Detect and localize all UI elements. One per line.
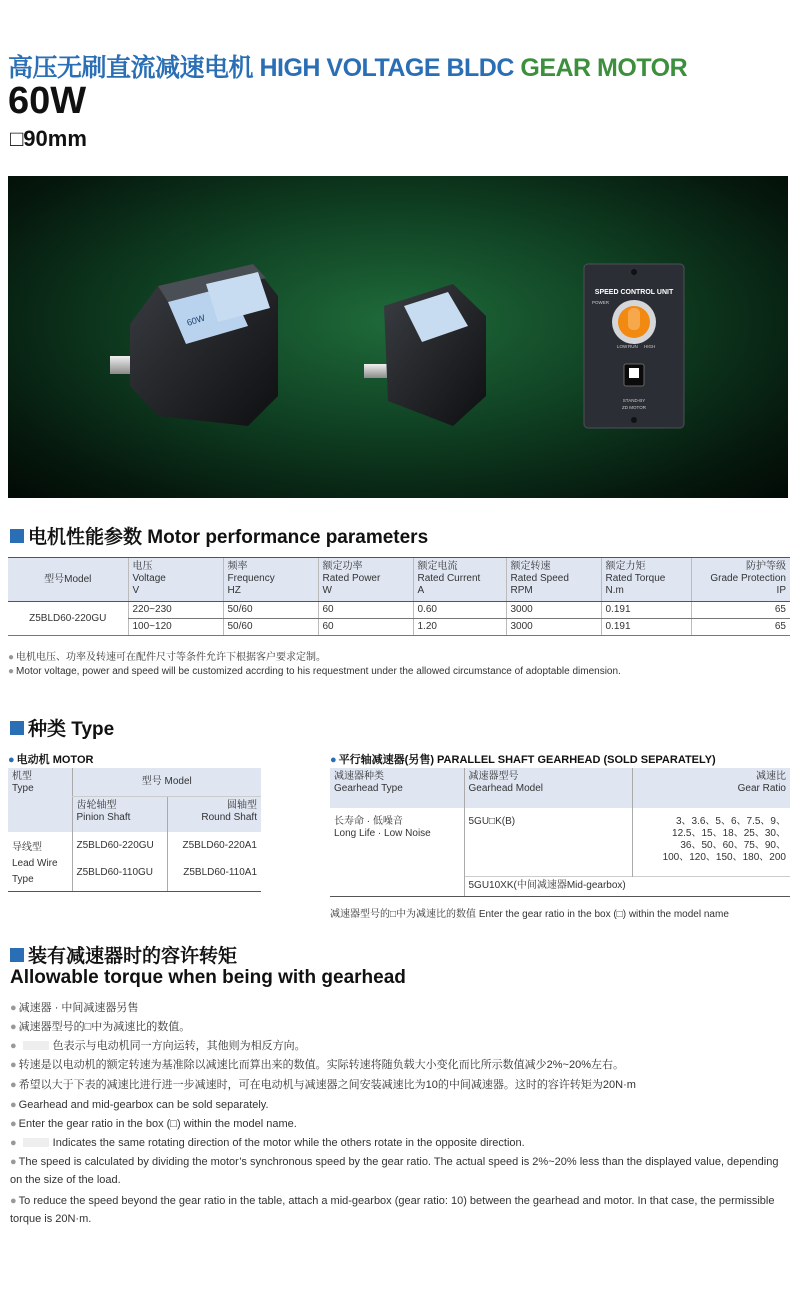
- col-rated-power: 额定功率 Rated Power W: [318, 558, 413, 602]
- color-swatch: [23, 1041, 49, 1050]
- table-cell: 65: [691, 602, 790, 619]
- table-cell: 220~230: [128, 602, 223, 619]
- motor-label-text: 60W: [185, 312, 207, 328]
- table-cell: 3000: [506, 619, 601, 636]
- table-cell: Z5BLD60-110A1: [167, 864, 261, 892]
- table-header-row: [8, 558, 790, 602]
- model-header-cell: 型号 Model: [72, 768, 261, 796]
- perf-note-en: ● Motor voltage, power and speed will be customized accrding to his requestment under the allowed circumstance of adoptable dimension.: [8, 666, 621, 677]
- gear-motor-image: [110, 264, 278, 426]
- torque-line: ● To reduce the speed beyond the gear ratio in the table, attach a mid-gearbox (gear ratio: 10) between the gearhead and motor. In that case, the permissible torque is 20N·m.: [10, 1195, 775, 1225]
- col-grade-protection: 防护等级 Grade Protection IP: [691, 558, 790, 602]
- col-rated-speed: 额定转速 Rated Speed RPM: [506, 558, 601, 602]
- title-cn: 高压无刷直流减速电机: [8, 54, 254, 82]
- model-cell: Z5BLD60-220GU: [8, 602, 128, 636]
- table-header-row: [8, 768, 261, 796]
- table-cell: 0.191: [601, 602, 691, 619]
- torque-line: ● Indicates the same rotating direction of the motor while the others rotate in the opposite direction.: [10, 1137, 525, 1149]
- perf-note-cn: ● 电机电压、功率及转速可在配件尺寸等条件允许下根据客户要求定制。: [8, 652, 327, 663]
- title-en-a: HIGH VOLTAGE BLDC: [259, 54, 514, 82]
- table-cell: 3000: [506, 602, 601, 619]
- table-header-row: [330, 768, 790, 808]
- blue-square-icon: [10, 721, 24, 735]
- torque-heading-en: Allowable torque when being with gearhead: [10, 967, 406, 988]
- torque-line: ● 色表示与电动机同一方向运转，其他则为相反方向。: [10, 1040, 306, 1052]
- speed-control-unit-image: [584, 264, 684, 428]
- gearhead-model-cell: 5GU□K(B): [464, 808, 632, 876]
- controller-high-label: HIGH: [644, 344, 656, 349]
- bullet-icon: ●: [8, 666, 15, 677]
- col-frequency: 频率 Frequency HZ: [223, 558, 318, 602]
- bullet-icon: ●: [8, 754, 15, 766]
- controller-low-label: LOW: [617, 344, 628, 349]
- controller-standby-label: STAND-BY: [622, 398, 646, 403]
- pinion-header-cell: 齿轮轴型 Pinion Shaft: [72, 796, 167, 832]
- page-title: [8, 48, 687, 84]
- round-shaft-motor-image: [364, 284, 486, 426]
- torque-line: ● 希望以大于下表的减速比进行进一步减速时，可在电动机与减速器之间安装减速比为10的中间减速器。这时的容许转矩为20N·m: [10, 1079, 636, 1091]
- col-rated-torque: 额定力矩 Rated Torque N.m: [601, 558, 691, 602]
- table-cell: Z5BLD60-220GU: [72, 832, 167, 864]
- gearhead-subheading: ● 平行轴减速器(另售) PARALLEL SHAFT GEARHEAD (SOLD SEPARATELY): [330, 754, 716, 766]
- motor-subheading: ● 电动机 MOTOR: [8, 754, 94, 766]
- gearhead-model-header: 减速器型号 Gearhead Model: [464, 768, 632, 808]
- round-header-cell: 圆轴型 Round Shaft: [167, 796, 261, 832]
- gearhead-table: [330, 768, 790, 897]
- bullet-icon: ●: [8, 652, 15, 663]
- gear-ratio-cell: 3、3.6、5、6、7.5、9、 12.5、15、18、25、30、 36、50、60、75、90、 100、120、150、180、200: [632, 808, 790, 876]
- performance-table: [8, 557, 790, 636]
- table-row: [8, 832, 261, 864]
- lead-type-cell: 导线型 Lead Wire Type: [8, 832, 72, 892]
- table-cell: 50/60: [223, 619, 318, 636]
- controller-power-label: POWER: [592, 300, 610, 305]
- controller-brand-label: ZD MOTOR: [622, 405, 646, 410]
- title-en-b: GEAR MOTOR: [520, 54, 688, 82]
- mid-gearbox-cell: 5GU10XK(中间减速器Mid-gearbox): [464, 876, 790, 896]
- table-cell: 65: [691, 619, 790, 636]
- torque-heading-cn: 装有减速器时的容许转矩: [10, 941, 237, 968]
- col-rated-current: 额定电流 Rated Current A: [413, 558, 506, 602]
- table-cell: Z5BLD60-220A1: [167, 832, 261, 864]
- blue-square-icon: [10, 529, 24, 543]
- table-row: [8, 602, 790, 619]
- controller-title: SPEED CONTROL UNIT: [594, 289, 674, 296]
- table-cell: Z5BLD60-110GU: [72, 864, 167, 892]
- frame-size: □90mm: [10, 126, 87, 151]
- col-model: 型号Model: [8, 558, 128, 602]
- torque-line: ● 减速器型号的□中为减速比的数值。: [10, 1021, 191, 1033]
- product-illustration: [8, 176, 788, 498]
- gear-ratio-header: 减速比 Gear Ratio: [632, 768, 790, 808]
- col-voltage: 电压 Voltage V: [128, 558, 223, 602]
- product-photo: [8, 176, 788, 498]
- type-cell: 机型 Type: [12, 771, 34, 794]
- table-cell: 0.191: [601, 619, 691, 636]
- motor-type-table: [8, 768, 261, 892]
- gearhead-note: 减速器型号的□中为减速比的数值 Enter the gear ratio in the box (□) within the model name: [330, 909, 729, 920]
- torque-line: ● The speed is calculated by dividing the motor’s synchronous speed by the gear ratio. The actual speed is 2%~20% less than the displayed value, depending on the size of the load.: [10, 1156, 779, 1186]
- bullet-icon: ●: [330, 754, 337, 766]
- blue-square-icon: [10, 948, 24, 962]
- table-cell: 60: [318, 602, 413, 619]
- torque-line: ● 减速器 · 中间减速器另售: [10, 1002, 139, 1014]
- perf-heading: 电机性能参数 Motor performance parameters: [10, 522, 428, 549]
- type-heading: 种类 Type: [10, 714, 114, 741]
- gearhead-type-cell: 长寿命 · 低噪音 Long Life · Low Noise: [330, 808, 464, 896]
- table-row: [330, 808, 790, 876]
- table-cell: 50/60: [223, 602, 318, 619]
- power-rating: 60W: [8, 80, 87, 122]
- table-cell: 60: [318, 619, 413, 636]
- table-cell: 100~120: [128, 619, 223, 636]
- color-swatch: [23, 1138, 49, 1147]
- torque-line: ● 转速是以电动机的额定转速为基准除以减速比而算出来的数值。实际转速将随负载大小变化而比所示数值减少2%~20%左右。: [10, 1059, 624, 1071]
- controller-run-label: RUN: [628, 344, 638, 349]
- table-cell: 0.60: [413, 602, 506, 619]
- table-cell: 1.20: [413, 619, 506, 636]
- gearhead-type-header: 减速器种类 Gearhead Type: [334, 771, 403, 794]
- torque-line: ● Enter the gear ratio in the box (□) within the model name.: [10, 1118, 297, 1130]
- torque-line: ● Gearhead and mid-gearbox can be sold separately.: [10, 1099, 269, 1111]
